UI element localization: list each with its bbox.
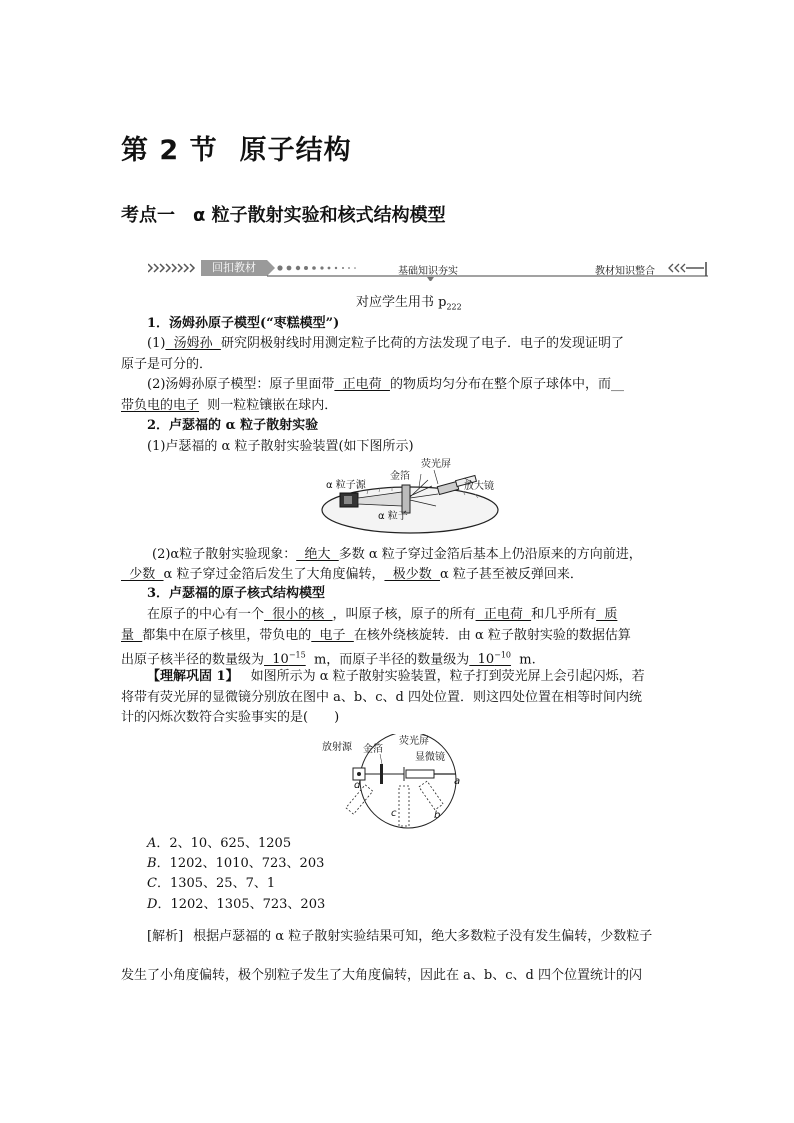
option-letter: C [147,876,157,891]
topic-heading [121,201,446,227]
sec2-para2-cont: 少数 α 粒子穿过金箔后发生了大角度偏转， 极少数 α 粒子甚至被反弹回来． [121,567,583,582]
sec3-heading: 3．卢瑟福的原子核式结构模型 [147,586,326,601]
answer-positive-charge-2: 正电荷 [475,607,532,622]
exercise-line3: 计的闪烁次数符合实验事实的是( ) [121,710,340,725]
exercise-label: 【理解巩固 1】 [147,669,239,684]
label-alpha-particle: α 粒子 [378,511,408,522]
answer-very-few: 极少数 [384,567,440,582]
analysis-line2: 发生了小角度偏转，极个别粒子发生了大角度偏转，因此在 a、b、c、d 四个位置统计的闪 [121,968,642,983]
label-a: a [454,776,461,787]
section-number: 第 2 节 [121,135,218,166]
option-b [147,854,324,874]
reference-text: 对应学生用书 p [356,295,447,310]
label-gold-foil: 金箔 [390,471,410,482]
analysis-label: [解析] [147,929,184,944]
label-alpha-source: α 粒子源 [326,480,366,491]
banner-arrow-icon [148,264,194,272]
option-letter: B [147,856,157,871]
label-radiation-source: 放射源 [322,742,352,753]
option-text: ．1202、1010、723、203 [156,856,325,871]
apparatus-diagram [320,460,500,538]
section-banner [148,259,708,281]
alpha-scattering-apparatus-figure [320,460,500,538]
sec1-para1-cont: 原子是可分的． [121,357,213,372]
reference-line [356,293,462,318]
answer-electron: 电子 [311,628,354,643]
reference-page: 222 [446,302,462,312]
label-fluorescent-screen: 荧光屏 [399,736,429,747]
option-d [147,895,325,915]
answer-atom-radius: $10^{-10}$ [469,651,512,668]
label-foil: 金箔 [363,744,383,755]
sec1-para1: (1) 汤姆孙 研究阴极射线时用测定粒子比荷的方法发现了电子．电子的发现证明了 [147,336,624,351]
sec3-line2: 量 都集中在原子核里，带负电的 电子 在核外绕核旋转．由 α 粒子散射实验的数据估算 [121,628,631,643]
option-c [147,874,275,894]
label-microscope: 显微镜 [415,752,445,763]
topic-label: 考点一 [121,205,175,226]
sec1-heading: 1．汤姆孙原子模型(“枣糕模型”) [147,316,340,331]
section-name: 原子结构 [239,135,352,166]
label-c: c [391,808,397,819]
banner-middle-text: 基础知识夯实 [398,266,458,277]
option-text: ．2、10、625、1205 [156,836,292,851]
exercise-line2: 将带有荧光屏的显微镜分别放在图中 a、b、c、d 四处位置．则这四处位置在相等时间内统 [121,690,642,705]
option-text: ．1305、25、7、1 [156,876,276,891]
sec1-para2: (2)汤姆孙原子模型：原子里面带 正电荷 的物质均匀分布在整个原子球体中，而__ [147,377,624,392]
answer-mass-part1: 质 [596,607,618,622]
banner-right-text: 教材知识整合 [595,266,655,277]
sec3-line3: 出原子核半径的数量级为 $10^{-15}$ m，而原子半径的数量级为 $10^{-10}$ m. [121,651,536,668]
sec2-para2: (2)α粒子散射实验现象： 绝大 多数 α 粒子穿过金箔后基本上仍沿原来的方向前进， [152,547,642,562]
exercise-line1: 【理解巩固 1】 如图所示为 α 粒子散射实验装置，粒子打到荧光屏上会引起闪烁，若 [147,669,645,684]
sec3-line1: 在原子的中心有一个 很小的核 ，叫原子核，原子的所有 正电荷 和几乎所有 质 [147,607,618,622]
answer-electrons: 带负电的电子 [121,398,200,413]
option-a [147,834,291,854]
topic-name: α 粒子散射实验和核式结构模型 [193,205,446,226]
sec2-para1: (1)卢瑟福的 α 粒子散射实验装置(如下图所示) [147,439,414,454]
option-letter: D [147,897,158,912]
option-letter: A [147,836,157,851]
label-magnifier: 放大镜 [464,481,494,492]
banner-dots-icon [277,265,355,270]
answer-nucleus-radius: $10^{-15}$ [264,651,306,668]
answer-vast-majority: 绝大 [296,547,339,562]
answer-thomson: 汤姆孙 [165,336,221,351]
label-b: b [434,810,441,821]
label-d: d [354,780,361,791]
page-title [121,128,352,167]
banner-tag: 回扣教材 [201,260,267,276]
answer-mass-part2: 量 [121,628,143,643]
sec2-heading: 2．卢瑟福的 α 粒子散射实验 [147,418,319,433]
microscope-positions-figure [322,734,474,830]
answer-positive-charge: 正电荷 [334,377,390,392]
option-text: ．1202、1305、723、203 [157,897,326,912]
banner-back-arrow-icon [669,264,685,272]
sec1-para2-cont: 带负电的电子 则一粒粒镶嵌在球内． [121,398,338,413]
analysis-line1: [解析] 根据卢瑟福的 α 粒子散射实验结果可知，绝大多数粒子没有发生偏转，少数粒子 [147,929,653,944]
label-screen: 荧光屏 [421,459,451,470]
answer-few: 少数 [121,567,164,582]
answer-small-nucleus: 很小的核 [264,607,333,622]
